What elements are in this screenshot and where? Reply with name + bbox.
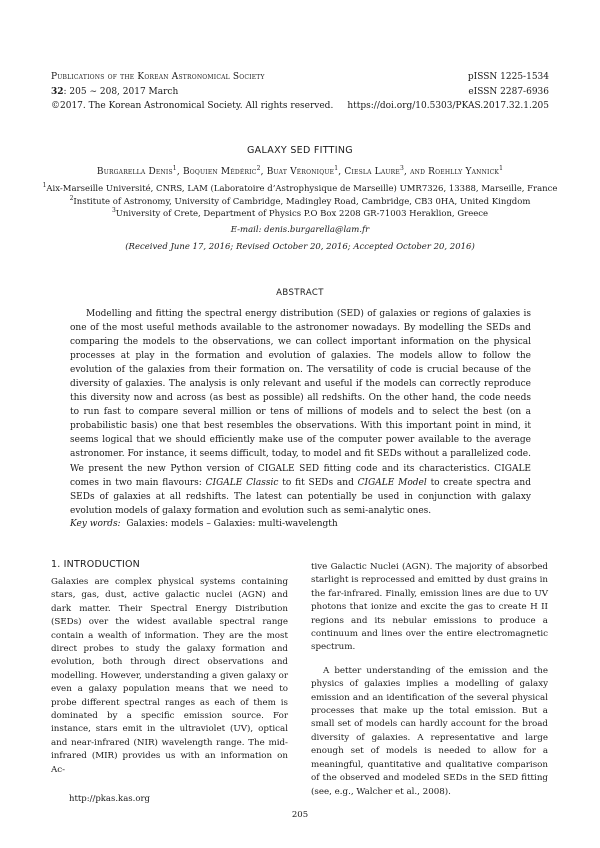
author-list: Burgarella Denis$^1$, Boquien Médéric$^2$, Buat Véronique$^1$, Ciesla Laure$^3$, and Roehlly Yannick$^1$ xyxy=(96,165,504,177)
abstract-body xyxy=(70,307,531,518)
author-name: Burgarella Denis xyxy=(96,167,173,177)
author-name: and Roehlly Yannick xyxy=(410,167,500,177)
affil-mark: 3 xyxy=(111,207,116,215)
affiliation-text: Aix-Marseille Université, CNRS, LAM (Laboratoire d’Astrophysique de Marseille) UMR7326, 13388, Marseille, France xyxy=(46,184,558,194)
author-name: Buat Véronique xyxy=(266,167,335,177)
body-paragraph: Galaxies are complex physical systems containing stars, gas, dust, active galactic nuclei (AGN) and dark matter. Their Spectral Energy Distribution (SEDs) over the widest available spectral range contain a wealth of information. They are the most direct probes to study the galaxy formation and evolution, both through direct observations and modelling. However, understanding a given galaxy or even a galaxy population means that we need to probe different spectral ranges as each of them is dominated by a specific emission source. For instance, stars emit in the ultraviolet (UV), optical and near-infrared (NIR) wavelength range. The mid-infrared (MIR) provides us with an information on Ac- xyxy=(51,577,288,775)
affiliation-text: University of Crete, Department of Physics P.O Box 2208 GR-71003 Heraklion, Greece xyxy=(115,209,489,220)
author-affil-mark: 1 xyxy=(334,165,339,172)
keywords-label: Key words: xyxy=(70,519,121,529)
abstract-text: to fit SEDs and xyxy=(278,477,358,488)
abstract-heading: ABSTRACT xyxy=(276,288,324,298)
affiliation-line xyxy=(0,208,600,221)
column-left xyxy=(51,576,288,777)
journal-url[interactable]: http://pkas.kas.org xyxy=(69,794,150,804)
paper-title: GALAXY SED FITTING xyxy=(247,145,353,156)
keywords-text: Galaxies: models – Galaxies: multi-wavelength xyxy=(126,519,338,529)
author-affil-mark: 2 xyxy=(256,165,261,172)
submission-dates: (Received June 17, 2016; Revised October 20, 2016; Accepted October 20, 2016) xyxy=(125,242,475,252)
author-name: Ciesla Laure xyxy=(344,167,400,177)
copyright-notice: ©2017. The Korean Astronomical Society. All rights reserved. xyxy=(51,101,334,111)
volume-number: 32 xyxy=(51,86,64,97)
abstract-emph: CIGALE Classic xyxy=(205,477,279,488)
abstract-text: to create spectra and SEDs of galaxies at all redshifts. The latest can potentially be used in conjunction with galaxy evolution models of galaxy formation and evolution such as semi-analytic ones. xyxy=(70,477,531,516)
author-affil-mark: 3 xyxy=(399,165,404,172)
body-paragraph: A better understanding of the emission and the physics of galaxies implies a modelling of galaxy emission and an identification of the several physical processes that make up the total emission. But a small set of models can hardly account for the broad diversity of galaxies. A representative and large enough set of models is needed to allow for a meaningful, quantitative and qualitative comparison of the observed and modeled SEDs in the SED fitting (see, e.g., Walcher et al., 2008). xyxy=(311,665,548,797)
affil-mark: 1 xyxy=(42,182,47,189)
journal-header-right xyxy=(347,70,549,114)
volume-info xyxy=(51,85,333,100)
journal-header-left xyxy=(51,70,333,114)
affiliation-line xyxy=(0,196,600,209)
column-right xyxy=(311,561,548,799)
author-affil-mark: 1 xyxy=(172,165,177,172)
affiliation-line xyxy=(0,183,600,196)
affiliation-text: Institute of Astronomy, University of Cambridge, Madingley Road, Cambridge, CB3 0HA, United Kingdom xyxy=(73,196,531,207)
page-number: 205 xyxy=(291,810,309,820)
body-paragraph: tive Galactic Nuclei (AGN). The majority of absorbed starlight is reprocessed and emitted by dust grains in the far-infrared. Finally, emission lines are due to UV photons that ionize and excite the gas to create H II regions and its nebular emissions to produce a continuum and lines over the entire electromagnetic spectrum. xyxy=(311,562,548,653)
section-heading: 1. INTRODUCTION xyxy=(51,559,140,570)
pissn: pISSN 1225-1534 xyxy=(467,72,549,82)
contact-email: E-mail: denis.burgarella@lam.fr xyxy=(230,225,370,235)
volume-pages: : 205 ∼ 208, 2017 March xyxy=(63,86,179,97)
affiliations xyxy=(0,183,600,221)
journal-name: Publications of the Korean Astronomical Society xyxy=(51,72,265,82)
author-affil-mark: 1 xyxy=(499,165,504,172)
doi-link[interactable]: https://doi.org/10.5303/PKAS.2017.32.1.205 xyxy=(347,101,549,111)
eissn: eISSN 2287-6936 xyxy=(468,86,549,97)
abstract-text: Modelling and fitting the spectral energy distribution (SED) of galaxies or regions of galaxies is one of the most useful methods available to the astronomer nowadays. By modelling the SEDs and comparing the models to the observations, we can collect important information on the physical processes at play in the formation and evolution of galaxies. The models allow to follow the evolution of the galaxies from their formation on. The versatility of code is crucial because of the diversity of galaxies. The analysis is only relevant and useful if the models can correctly reproduce this diversity now and across (as best as possible) all redshifts. On the other hand, the code needs to run fast to compare several million or tens of millions of models and to select the best (on a probabilistic basis) one that best resembles the observations. With this important point in mind, it seems logical that we should efficiently make use of the computer power available to the average astronomer. For instance, it seems difficult, today, to model and fit SEDs without a parallelized code. We present the new Python version of CIGALE SED fitting code and its characteristics. CIGALE comes in two main flavours: xyxy=(70,309,531,488)
author-name: Boquien Médéric xyxy=(182,167,257,177)
keywords xyxy=(70,519,531,529)
affil-mark: 2 xyxy=(69,194,74,202)
abstract-emph: CIGALE Model xyxy=(357,477,427,488)
